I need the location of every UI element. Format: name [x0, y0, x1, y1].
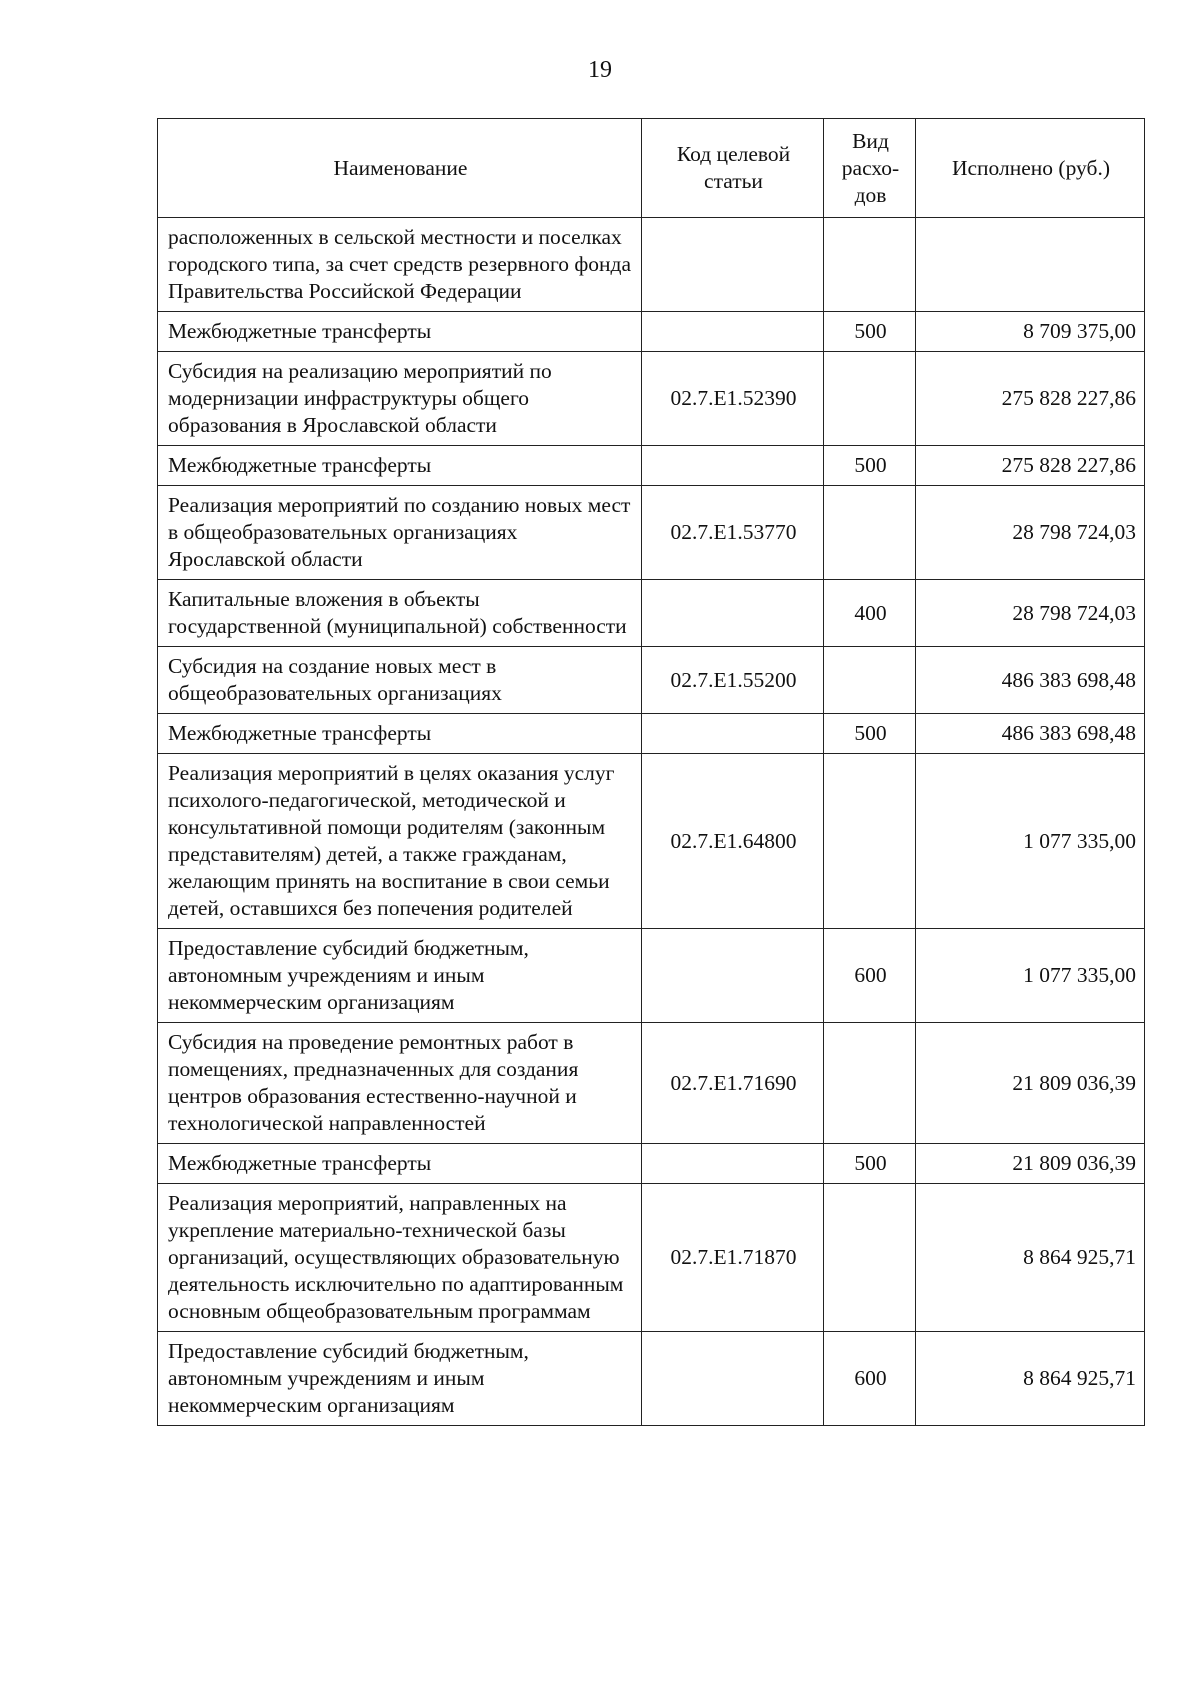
budget-execution-table [157, 118, 1145, 1426]
table-row [158, 1332, 1145, 1426]
cell-executed-amount: 21 809 036,39 [916, 1144, 1145, 1184]
cell-target-code: 02.7.E1.71690 [642, 1023, 824, 1144]
cell-executed-amount: 21 809 036,39 [916, 1023, 1145, 1144]
cell-name: Реализация мероприятий, направленных на укрепление материально-технической базы организаций, осуществляющих образовательную деятельность исключительно по адаптированным основным общеобразовательным программам [158, 1184, 642, 1332]
table-row [158, 929, 1145, 1023]
cell-executed-amount: 1 077 335,00 [916, 754, 1145, 929]
cell-target-code [642, 580, 824, 647]
cell-name: Субсидия на реализацию мероприятий по модернизации инфраструктуры общего образования в Ярославской области [158, 352, 642, 446]
page-number: 19 [588, 57, 612, 83]
cell-name: Межбюджетные трансферты [158, 1144, 642, 1184]
cell-name: Реализация мероприятий по созданию новых мест в общеобразовательных организациях Ярославской области [158, 486, 642, 580]
cell-target-code [642, 714, 824, 754]
table-row [158, 218, 1145, 312]
cell-executed-amount: 486 383 698,48 [916, 647, 1145, 714]
cell-executed-amount [916, 218, 1145, 312]
cell-target-code [642, 218, 824, 312]
cell-executed-amount: 275 828 227,86 [916, 446, 1145, 486]
cell-target-code [642, 1332, 824, 1426]
cell-name: Предоставление субсидий бюджетным, автономным учреждениям и иным некоммерческим организациям [158, 929, 642, 1023]
cell-name: Капитальные вложения в объекты государственной (муниципальной) собственности [158, 580, 642, 647]
cell-expense-type [824, 1184, 916, 1332]
cell-executed-amount: 28 798 724,03 [916, 486, 1145, 580]
header-target-code: Код целевой статьи [642, 119, 824, 218]
cell-executed-amount: 8 864 925,71 [916, 1332, 1145, 1426]
cell-expense-type: 600 [824, 1332, 916, 1426]
cell-expense-type: 500 [824, 714, 916, 754]
cell-expense-type [824, 647, 916, 714]
cell-name: Предоставление субсидий бюджетным, автономным учреждениям и иным некоммерческим организациям [158, 1332, 642, 1426]
cell-expense-type: 600 [824, 929, 916, 1023]
header-name: Наименование [158, 119, 642, 218]
cell-target-code [642, 312, 824, 352]
cell-target-code: 02.7.E1.53770 [642, 486, 824, 580]
cell-target-code: 02.7.E1.71870 [642, 1184, 824, 1332]
cell-expense-type [824, 1023, 916, 1144]
cell-executed-amount: 28 798 724,03 [916, 580, 1145, 647]
cell-target-code [642, 929, 824, 1023]
table-row [158, 647, 1145, 714]
cell-expense-type [824, 754, 916, 929]
table-row [158, 446, 1145, 486]
cell-expense-type: 400 [824, 580, 916, 647]
header-executed-amount: Исполнено (руб.) [916, 119, 1145, 218]
header-expense-type: Вид расхо-дов [824, 119, 916, 218]
cell-target-code: 02.7.E1.52390 [642, 352, 824, 446]
cell-target-code [642, 1144, 824, 1184]
cell-expense-type: 500 [824, 312, 916, 352]
table-row [158, 1023, 1145, 1144]
cell-executed-amount: 486 383 698,48 [916, 714, 1145, 754]
cell-name: Реализация мероприятий в целях оказания услуг психолого-педагогической, методической и консультативной помощи родителям (законным представителям) детей, а также гражданам, желающим принять на воспитание в свои семьи детей, оставшихся без попечения родителей [158, 754, 642, 929]
table-row [158, 580, 1145, 647]
cell-name: Субсидия на создание новых мест в общеобразовательных организациях [158, 647, 642, 714]
cell-executed-amount: 1 077 335,00 [916, 929, 1145, 1023]
cell-expense-type: 500 [824, 1144, 916, 1184]
cell-target-code: 02.7.E1.55200 [642, 647, 824, 714]
cell-name: Межбюджетные трансферты [158, 714, 642, 754]
table-row [158, 1184, 1145, 1332]
cell-expense-type [824, 352, 916, 446]
table-row [158, 352, 1145, 446]
table-row [158, 714, 1145, 754]
table-row [158, 312, 1145, 352]
cell-target-code: 02.7.E1.64800 [642, 754, 824, 929]
cell-expense-type [824, 486, 916, 580]
cell-name: Межбюджетные трансферты [158, 446, 642, 486]
cell-name: расположенных в сельской местности и поселках городского типа, за счет средств резервного фонда Правительства Российской Федерации [158, 218, 642, 312]
cell-expense-type [824, 218, 916, 312]
cell-executed-amount: 8 864 925,71 [916, 1184, 1145, 1332]
cell-expense-type: 500 [824, 446, 916, 486]
table-header-row [158, 119, 1145, 218]
table-row [158, 754, 1145, 929]
table-row [158, 486, 1145, 580]
table-row [158, 1144, 1145, 1184]
cell-executed-amount: 275 828 227,86 [916, 352, 1145, 446]
cell-executed-amount: 8 709 375,00 [916, 312, 1145, 352]
cell-name: Межбюджетные трансферты [158, 312, 642, 352]
cell-target-code [642, 446, 824, 486]
cell-name: Субсидия на проведение ремонтных работ в помещениях, предназначенных для создания центров образования естественно-научной и технологической направленностей [158, 1023, 642, 1144]
